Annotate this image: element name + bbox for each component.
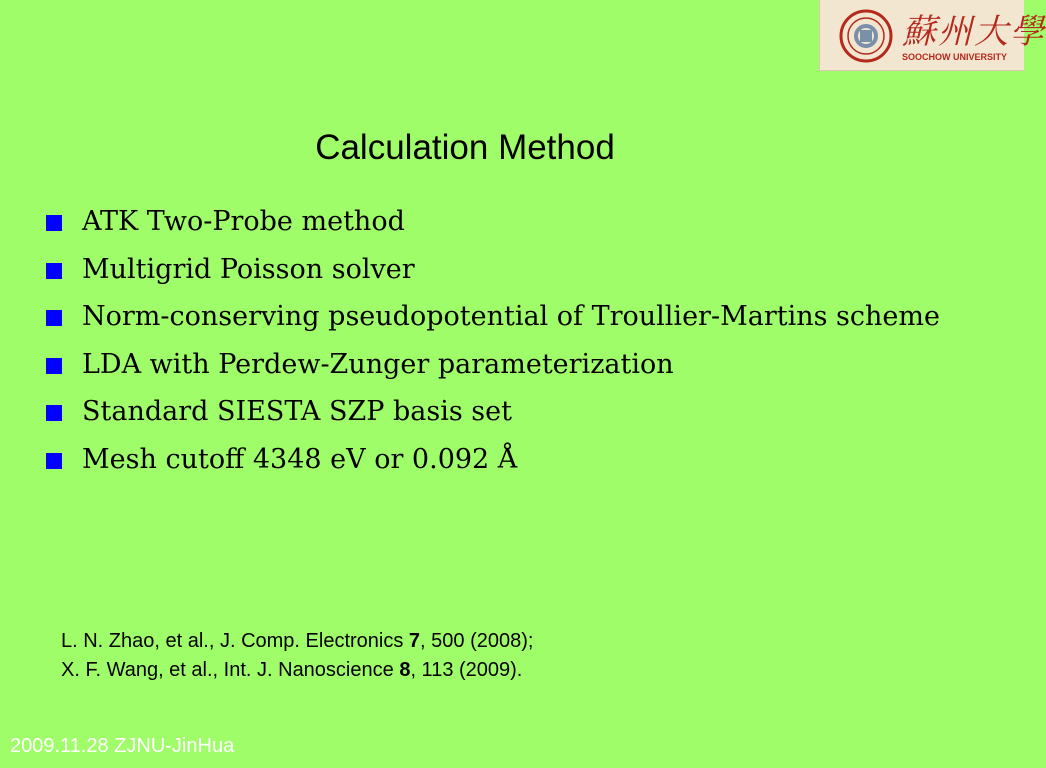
reference-text: L. N. Zhao, et al., J. Comp. Electronics (61, 630, 409, 652)
square-bullet-icon (46, 310, 62, 326)
bullet-text: Multigrid Poisson solver (82, 253, 415, 285)
square-bullet-icon (46, 405, 62, 421)
square-bullet-icon (46, 263, 62, 279)
bullet-item (44, 251, 944, 289)
bullet-item (44, 346, 944, 384)
square-bullet-icon (46, 453, 62, 469)
bullet-text: Standard SIESTA SZP basis set (82, 396, 512, 427)
bullet-text: LDA with Perdew-Zunger parameterization (82, 348, 674, 380)
reference-line (61, 656, 533, 685)
bullet-item (44, 203, 944, 241)
logo-name-en: SOOCHOW UNIVERSITY (902, 52, 1008, 62)
reference-line (61, 627, 533, 656)
slide-title: Calculation Method (315, 128, 615, 167)
logo-name-cn: 蘇州大學 (902, 12, 1046, 52)
bullet-list (44, 203, 944, 488)
square-bullet-icon (46, 215, 62, 231)
reference-volume: 8 (399, 659, 411, 681)
references (61, 627, 533, 685)
bullet-text: Norm-conserving pseudopotential of Troullier-Martins scheme (82, 301, 940, 332)
bullet-item (44, 393, 944, 431)
bullet-text: ATK Two-Probe method (82, 206, 405, 237)
reference-volume: 7 (408, 630, 421, 652)
bullet-item (44, 441, 944, 479)
reference-pages: , 500 (2008); (420, 630, 534, 652)
footer-text: 2009.11.28 ZJNU-JinHua (10, 735, 235, 757)
bullet-text: Mesh cutoff 4348 eV or 0.092 Å (82, 443, 518, 475)
reference-pages: , 113 (2009). (410, 659, 523, 681)
square-bullet-icon (46, 358, 62, 374)
university-logo (819, 0, 1046, 71)
bullet-item (44, 298, 944, 336)
reference-text: X. F. Wang, et al., Int. J. Nanoscience (61, 659, 400, 681)
